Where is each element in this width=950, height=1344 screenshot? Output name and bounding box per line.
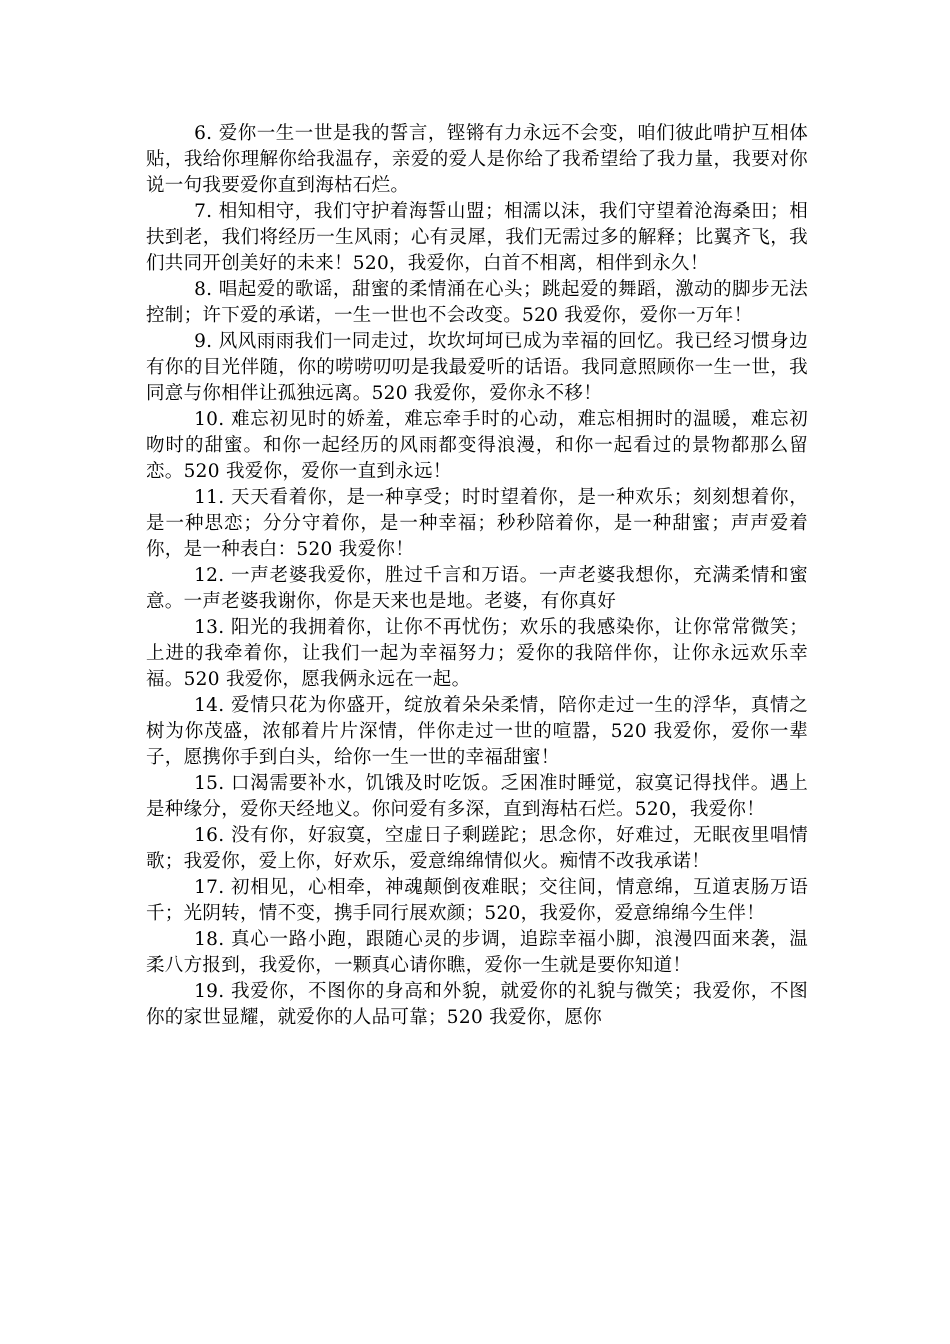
paragraph-6: 6. 爱你一生一世是我的誓言，铿锵有力永远不会变，咱们彼此啃护互相体贴，我给你理解你给我温存，亲爱的爱人是你给了我希望给了我力量，我要对你说一句我要爱你直到海枯石烂。: [146, 123, 808, 196]
paragraph-8: 8. 唱起爱的歌谣，甜蜜的柔情涌在心头；跳起爱的舞蹈，激动的脚步无法控制；许下爱的承诺，一生一世也不会改变。520 我爱你，爱你一万年！: [146, 279, 808, 326]
paragraph-16: 16. 没有你，好寂寞，空虚日子剩蹉跎；思念你，好难过，无眠夜里唱情歌；我爱你，爱上你，好欢乐，爱意绵绵情似火。痴情不改我承诺！: [146, 825, 808, 872]
paragraph-17: 17. 初相见，心相牵，神魂颠倒夜难眠；交往间，情意绵，互道衷肠万语千；光阴转，情不变，携手同行展欢颜；520，我爱你，爱意绵绵今生伴！: [146, 877, 808, 924]
paragraph-14: 14. 爱情只花为你盛开，绽放着朵朵柔情，陪你走过一生的浮华，真情之树为你茂盛，浓郁着片片深情，伴你走过一世的喧嚣，520 我爱你，爱你一辈子，愿携你手到白头，给你一生一世的幸福甜蜜！: [146, 695, 808, 768]
paragraph-10: 10. 难忘初见时的娇羞，难忘牵手时的心动，难忘相拥时的温暖，难忘初吻时的甜蜜。和你一起经历的风雨都变得浪漫，和你一起看过的景物都那么留恋。520 我爱你，爱你一直到永远！: [146, 409, 808, 482]
paragraph-9: 9. 风风雨雨我们一同走过，坎坎坷坷已成为幸福的回忆。我已经习惯身边有你的目光伴随，你的唠唠叨叨是我最爱听的话语。我同意照顾你一生一世，我同意与你相伴让孤独远离。520 我爱你，爱你永不移！: [146, 331, 808, 404]
paragraph-13: 13. 阳光的我拥着你，让你不再忧伤；欢乐的我感染你，让你常常微笑；上进的我牵着你，让我们一起为幸福努力；爱你的我陪伴你，让你永远欢乐幸福。520 我爱你，愿我俩永远在一起。: [146, 617, 808, 690]
paragraph-18: 18. 真心一路小跑，跟随心灵的步调，追踪幸福小脚，浪漫四面来袭，温柔八方报到，我爱你，一颗真心请你瞧，爱你一生就是要你知道！: [146, 929, 808, 976]
paragraph-19: 19. 我爱你，不图你的身高和外貌，就爱你的礼貌与微笑；我爱你，不图你的家世显耀，就爱你的人品可靠；520 我爱你，愿你: [146, 981, 808, 1028]
paragraph-15: 15. 口渴需要补水，饥饿及时吃饭。乏困准时睡觉，寂寞记得找伴。遇上是种缘分，爱你天经地义。你问爱有多深，直到海枯石烂。520，我爱你！: [146, 773, 808, 820]
paragraph-7: 7. 相知相守，我们守护着海誓山盟；相濡以沫，我们守望着沧海桑田；相扶到老，我们将经历一生风雨；心有灵犀，我们无需过多的解释；比翼齐飞，我们共同开创美好的未来！520，我爱你，白首不相离，相伴到永久！: [146, 201, 808, 274]
paragraph-11: 11. 天天看着你，是一种享受；时时望着你，是一种欢乐；刻刻想着你，是一种思恋；分分守着你，是一种幸福；秒秒陪着你，是一种甜蜜；声声爱着你，是一种表白：520 我爱你！: [146, 487, 808, 560]
document-body: [146, 121, 808, 1031]
paragraph-12: 12. 一声老婆我爱你，胜过千言和万语。一声老婆我想你，充满柔情和蜜意。一声老婆我谢你，你是天来也是地。老婆，有你真好: [146, 565, 808, 612]
